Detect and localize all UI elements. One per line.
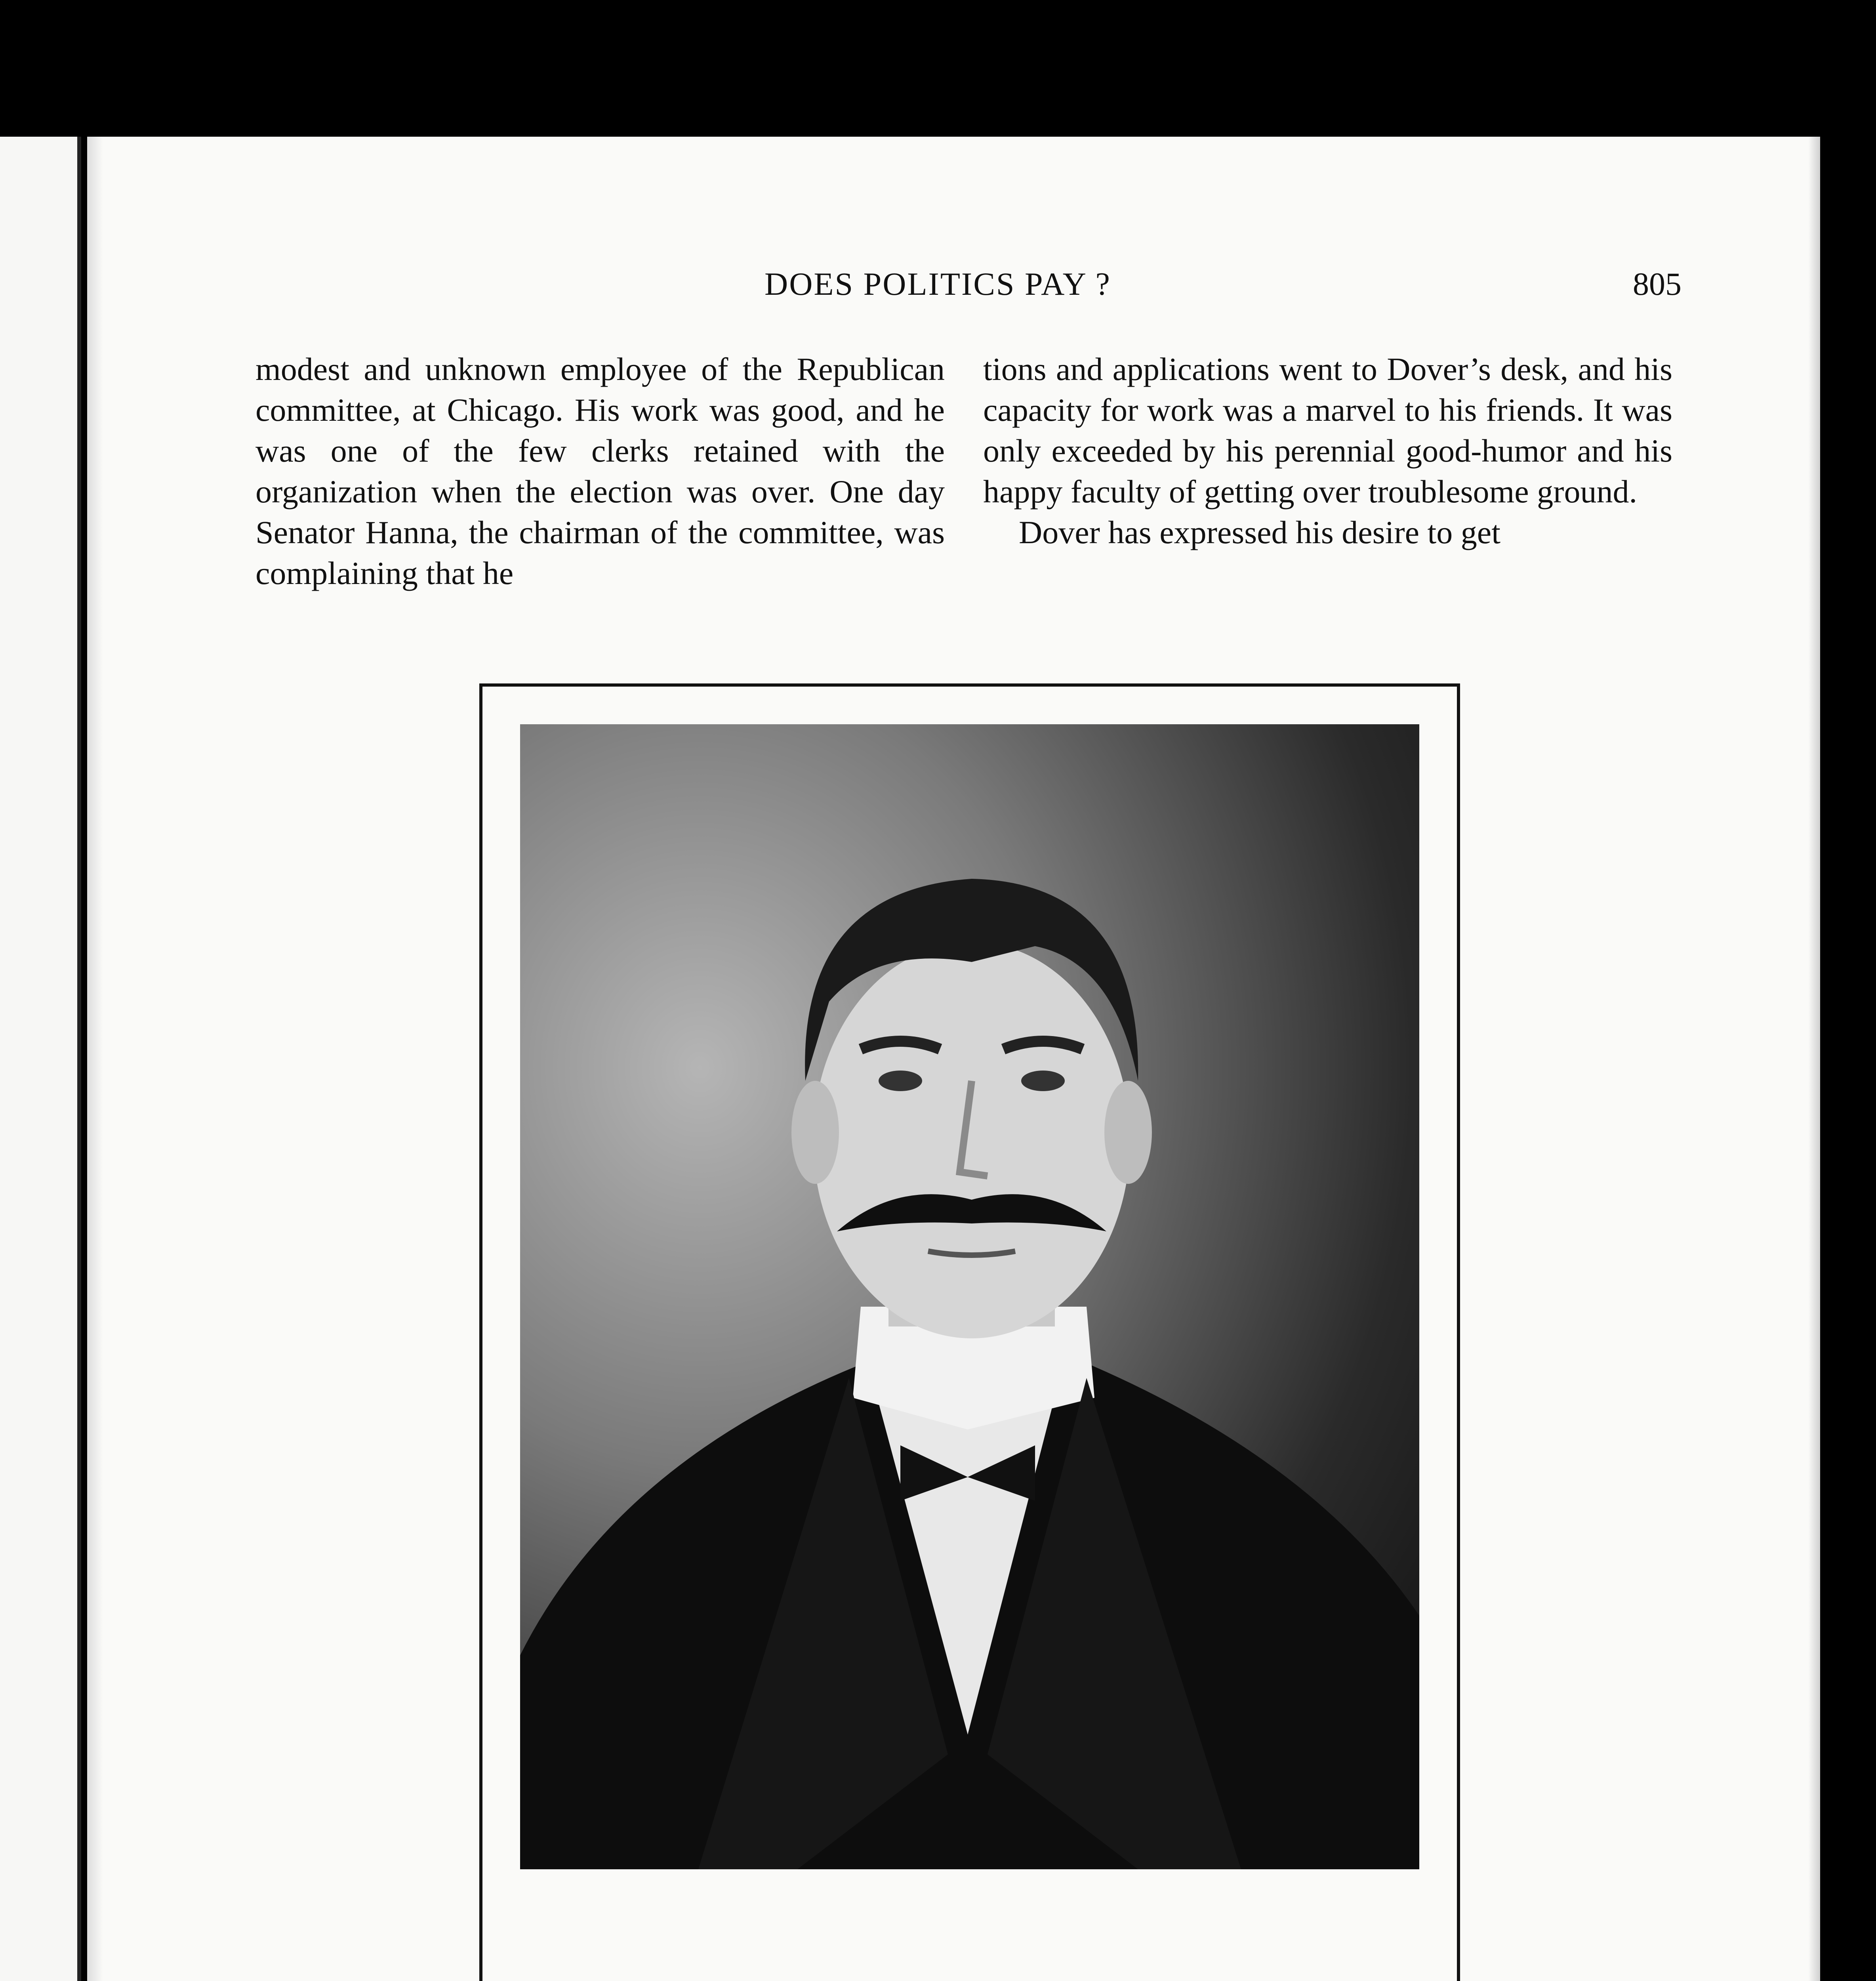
paragraph: modest and unknown employee of the Republican committee, at Chicago. His work was good, and he was one of the few clerks retained with the organization when the election was over. One day Senator Hanna, the chairman of the committee, was complaining that he (255, 351, 945, 591)
column-left-top (255, 349, 945, 594)
page-number: 805 (1633, 266, 1682, 302)
portrait-illustration (520, 724, 1419, 1869)
paragraph: tions and applications went to Dover’s desk, and his capacity for work was a marvel to his friends. It was only exceeded by his perennial good-humor and his happy faculty of getting over troublesome ground. (983, 351, 1672, 510)
portrait-frame (479, 683, 1460, 1981)
facing-page-edge (0, 137, 81, 1981)
page-edge-shadow (1808, 137, 1820, 1981)
spine-shadow (87, 137, 103, 1981)
portrait-photo (520, 724, 1419, 1869)
column-right-top (983, 349, 1672, 553)
paragraph: Dover has expressed his desire to get (1019, 514, 1500, 550)
running-head: DOES POLITICS PAY ? (765, 266, 1111, 302)
book-page (87, 137, 1820, 1981)
